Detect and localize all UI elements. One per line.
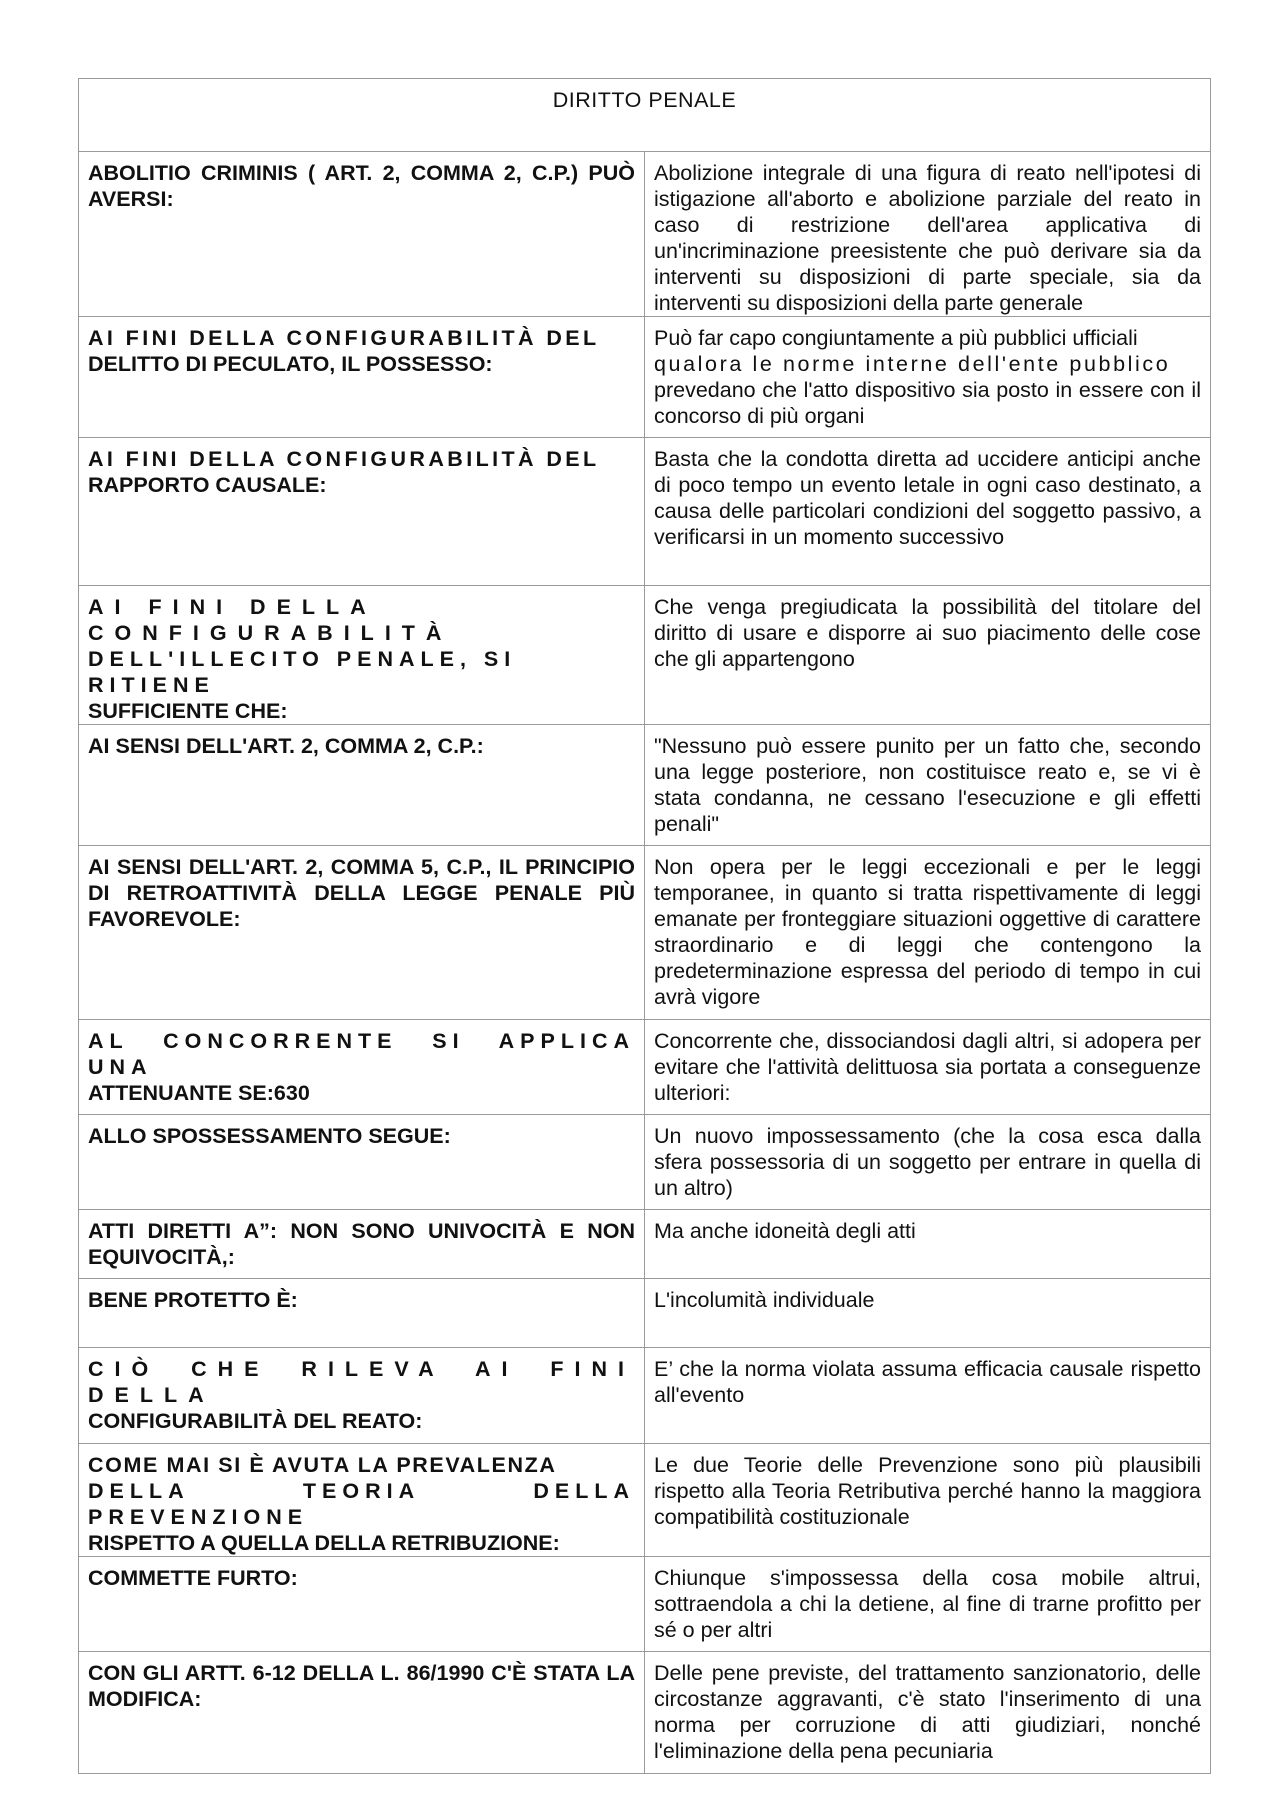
definition-cell: "Nessuno può essere punito per un fatto che, secondo una legge posteriore, non costituisce reato e, se vi è stata condanna, ne cessano l'esecuzione e gli effetti penali" — [645, 725, 1211, 846]
term-line: SUFFICIENTE CHE: — [88, 699, 288, 723]
term-line: AI FINI DELLA CONFIGURABILITÀ DEL — [88, 326, 600, 350]
definition-cell: Non opera per le leggi eccezionali e per le leggi temporanee, in quanto si tratta rispettivamente di leggi emanate per fronteggiare situazioni oggettive di carattere straordinario e di leggi che contengono la predeterminazione espressa del periodo di tempo in cui avrà vigore — [645, 846, 1211, 1020]
page-title: DIRITTO PENALE — [79, 79, 1211, 152]
term-cell: AI SENSI DELL'ART. 2, COMMA 2, C.P.: — [79, 725, 645, 846]
table-row — [79, 438, 1211, 586]
definition-cell: E’ che la norma violata assuma efficacia causale rispetto all'evento — [645, 1348, 1211, 1444]
term-line: RAPPORTO CAUSALE: — [88, 473, 327, 497]
definition-line: prevedano che l'atto dispositivo sia posto in essere con il concorso di più organi — [654, 378, 1201, 428]
title-row — [79, 79, 1211, 152]
table-row — [79, 1652, 1211, 1774]
definition-cell: L'incolumità individuale — [645, 1279, 1211, 1348]
definition-cell: Le due Teorie delle Prevenzione sono più plausibili rispetto alla Teoria Retributiva perché hanno la maggiora compatibilità costituzionale — [645, 1444, 1211, 1557]
definition-cell: Delle pene previste, del trattamento sanzionatorio, delle circostanze aggravanti, c'è stato l'inserimento di una norma per corruzione di atti giudiziari, nonché l'eliminazione della pena pecuniaria — [645, 1652, 1211, 1774]
definition-cell: Un nuovo impossessamento (che la cosa esca dalla sfera possessoria di un soggetto per entrare in quella di un altro) — [645, 1115, 1211, 1210]
term-cell: BENE PROTETTO È: — [79, 1279, 645, 1348]
term-cell — [79, 1020, 645, 1115]
term-cell — [79, 586, 645, 725]
definition-line: qualora le norme interne dell'ente pubblico — [654, 352, 1171, 376]
glossary-table — [78, 78, 1211, 1774]
definition-cell: Basta che la condotta diretta ad uccidere anticipi anche di poco tempo un evento letale in ogni caso destinato, a causa delle particolari condizioni del soggetto passivo, a verificarsi in un momento successivo — [645, 438, 1211, 586]
term-cell: COMMETTE FURTO: — [79, 1557, 645, 1652]
term-line: DELL'ILLECITO PENALE, SI RITIENE — [88, 647, 517, 697]
table-row — [79, 1115, 1211, 1210]
term-cell: AI SENSI DELL'ART. 2, COMMA 5, C.P., IL PRINCIPIO DI RETROATTIVITÀ DELLA LEGGE PENALE PIÙ FAVOREVOLE: — [79, 846, 645, 1020]
term-cell: ALLO SPOSSESSAMENTO SEGUE: — [79, 1115, 645, 1210]
term-line: ATTENUANTE SE:630 — [88, 1081, 310, 1105]
definition-cell: Concorrente che, dissociandosi dagli altri, si adopera per evitare che l'attività delittuosa sia portata a conseguenze ulteriori: — [645, 1020, 1211, 1115]
term-cell: ABOLITIO CRIMINIS ( ART. 2, COMMA 2, C.P.) PUÒ AVERSI: — [79, 152, 645, 317]
term-line: DELITTO DI PECULATO, IL POSSESSO: — [88, 352, 493, 376]
table-row — [79, 1210, 1211, 1279]
table-row — [79, 1557, 1211, 1652]
table-row — [79, 317, 1211, 438]
term-line: COME MAI SI È AVUTA LA PREVALENZA — [88, 1453, 557, 1477]
term-line: CONFIGURABILITÀ DEL REATO: — [88, 1409, 423, 1433]
definition-cell: Chiunque s'impossessa della cosa mobile altrui, sottraendola a chi la detiene, al fine di trarne profitto per sé o per altri — [645, 1557, 1211, 1652]
table-row — [79, 586, 1211, 725]
term-cell: CON GLI ARTT. 6-12 DELLA L. 86/1990 C'È STATA LA MODIFICA: — [79, 1652, 645, 1774]
definition-cell: Che venga pregiudicata la possibilità del titolare del diritto di usare e disporre ai suo piacimento delle cose che gli appartengono — [645, 586, 1211, 725]
term-cell — [79, 1444, 645, 1557]
term-line: RISPETTO A QUELLA DELLA RETRIBUZIONE: — [88, 1531, 560, 1555]
term-line: AI FINI DELLA CONFIGURABILITÀ DEL — [88, 447, 600, 471]
term-line: CIÒ CHE RILEVA AI FINI DELLA — [88, 1357, 635, 1407]
term-line: AI FINI DELLA CONFIGURABILITÀ — [88, 595, 453, 645]
table-row — [79, 1020, 1211, 1115]
table-row — [79, 1444, 1211, 1557]
table-row — [79, 1348, 1211, 1444]
term-cell: ATTI DIRETTI A”: NON SONO UNIVOCITÀ E NON EQUIVOCITÀ,: — [79, 1210, 645, 1279]
definition-line: Può far capo congiuntamente a più pubblici ufficiali — [654, 326, 1138, 350]
term-line: DELLA TEORIA DELLA PREVENZIONE — [88, 1479, 635, 1529]
table-row — [79, 1279, 1211, 1348]
table-row — [79, 846, 1211, 1020]
term-cell — [79, 438, 645, 586]
definition-cell: Abolizione integrale di una figura di reato nell'ipotesi di istigazione all'aborto e abolizione parziale del reato in caso di restrizione dell'area applicativa di un'incriminazione preesistente che può derivare sia da interventi su disposizioni di parte speciale, sia da interventi su disposizioni della parte generale — [645, 152, 1211, 317]
table-row — [79, 152, 1211, 317]
table-row — [79, 725, 1211, 846]
definition-cell — [645, 317, 1211, 438]
definition-cell: Ma anche idoneità degli atti — [645, 1210, 1211, 1279]
term-cell — [79, 317, 645, 438]
term-cell — [79, 1348, 645, 1444]
term-line: AL CONCORRENTE SI APPLICA UNA — [88, 1029, 635, 1079]
